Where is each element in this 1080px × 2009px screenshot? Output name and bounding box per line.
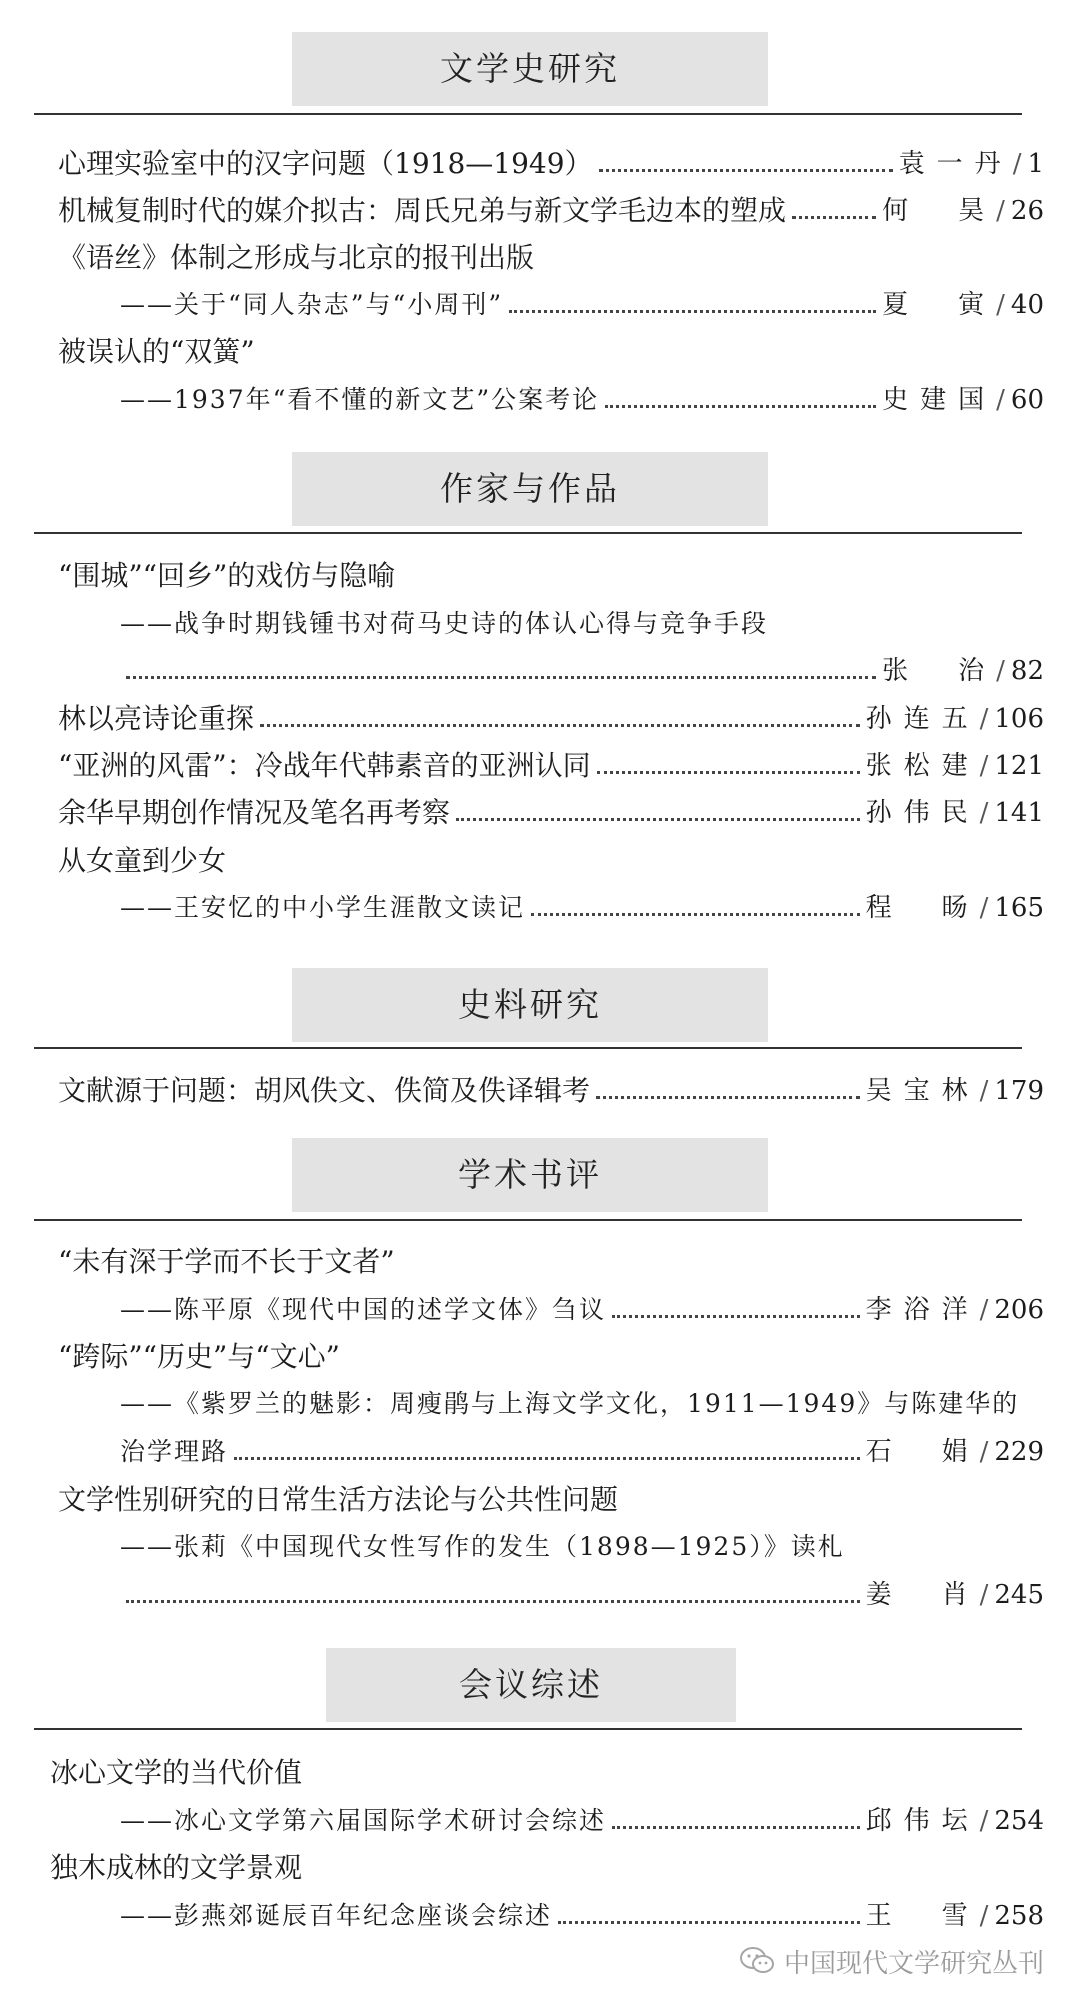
entry-author: 程 旸 [865, 893, 980, 923]
separator: / [979, 893, 989, 923]
entry-author: 姜 肖 [865, 1580, 980, 1610]
dot-leader [792, 215, 876, 219]
entry-page: 165 [994, 893, 1044, 923]
entry-page: 82 [1010, 656, 1044, 686]
separator: / [979, 1076, 989, 1106]
section-heading: 文学史研究 [292, 32, 768, 106]
entry-subtitle: ——战争时期钱锺书对荷马史诗的体认心得与竞争手段 [120, 609, 769, 638]
toc-entry[interactable] [58, 1575, 1044, 1615]
entry-subtitle: ——关于“同人杂志”与“小周刊” [120, 290, 504, 319]
entry-author: 孙伟民 [865, 798, 980, 828]
entry-title[interactable]: 被误认的“双簧” [58, 335, 255, 368]
toc-entry[interactable] [58, 699, 1044, 739]
entry-page: 26 [1010, 196, 1044, 226]
entry-title: 机械复制时代的媒介拟古：周氏兄弟与新文学毛边本的塑成 [58, 194, 787, 227]
toc-entry[interactable] [58, 746, 1044, 786]
separator: / [996, 656, 1005, 686]
entry-author: 王 雪 [865, 1901, 980, 1931]
toc-entry[interactable] [58, 285, 1044, 325]
separator: / [979, 798, 989, 828]
toc-entry[interactable] [58, 888, 1044, 928]
separator: / [979, 1806, 989, 1836]
entry-page: 245 [994, 1580, 1044, 1610]
section-rule [34, 1047, 1022, 1049]
entry-author: 张 治 [882, 656, 997, 686]
entry-title: 林以亮诗论重探 [58, 702, 255, 735]
toc-entry[interactable] [58, 1896, 1044, 1936]
entry-title[interactable]: 独木成林的文学景观 [50, 1851, 303, 1884]
entry-title: 余华早期创作情况及笔名再考察 [58, 796, 451, 829]
entry-page: 106 [994, 704, 1044, 734]
entry-author: 邱伟坛 [865, 1806, 980, 1836]
toc-entry[interactable] [58, 1071, 1044, 1111]
dot-leader [605, 404, 876, 408]
separator: / [996, 290, 1005, 320]
dot-leader [126, 1599, 860, 1603]
wechat-icon [740, 1946, 774, 1976]
entry-page: 40 [1010, 290, 1044, 320]
separator: / [979, 751, 989, 781]
dot-leader [456, 817, 860, 821]
section-rule [34, 113, 1022, 115]
dot-leader [509, 309, 876, 313]
entry-title[interactable]: 《语丝》体制之形成与北京的报刊出版 [58, 241, 535, 274]
toc-entry[interactable] [58, 144, 1044, 184]
separator: / [1012, 149, 1022, 179]
entry-author: 吴宝林 [865, 1076, 980, 1106]
entry-author: 何 昊 [882, 196, 997, 226]
dot-leader [126, 675, 876, 679]
entry-subtitle: ——陈平原《现代中国的述学文体》刍议 [120, 1295, 607, 1324]
toc-entry[interactable] [58, 191, 1044, 231]
separator: / [979, 1580, 989, 1610]
entry-title: “亚洲的风雷”：冷战年代韩素音的亚洲认同 [58, 749, 591, 782]
entry-page: 121 [994, 751, 1044, 781]
entry-title[interactable]: “跨际”“历史”与“文心” [58, 1340, 340, 1373]
dot-leader [558, 1920, 860, 1924]
separator: / [996, 196, 1005, 226]
entry-subtitle: ——张莉《中国现代女性写作的发生（1898—1925）》读札 [120, 1532, 845, 1561]
toc-entry[interactable] [58, 1801, 1044, 1841]
entry-page: 206 [994, 1295, 1044, 1325]
entry-title[interactable]: 从女童到少女 [58, 844, 227, 877]
entry-subtitle: ——1937年“看不懂的新文艺”公案考论 [120, 385, 600, 414]
entry-page: 1 [1027, 149, 1044, 179]
section-heading: 会议综述 [326, 1648, 736, 1722]
entry-title: 心理实验室中的汉字问题（1918—1949） [58, 147, 593, 180]
entry-author: 袁一丹 [898, 149, 1013, 179]
entry-subtitle: ——冰心文学第六届国际学术研讨会综述 [120, 1806, 607, 1835]
toc-entry[interactable] [58, 1290, 1044, 1330]
entry-subtitle: ——彭燕郊诞辰百年纪念座谈会综述 [120, 1901, 553, 1930]
entry-subtitle: ——王安忆的中小学生涯散文读记 [120, 893, 526, 922]
separator: / [979, 1437, 989, 1467]
entry-title[interactable]: “围城”“回乡”的戏仿与隐喻 [58, 559, 396, 592]
toc-entry[interactable] [58, 380, 1044, 420]
section-heading: 学术书评 [292, 1138, 768, 1212]
section-rule [34, 532, 1022, 534]
entry-author: 夏 寅 [882, 290, 997, 320]
entry-page: 254 [994, 1806, 1044, 1836]
separator: / [979, 704, 989, 734]
entry-page: 229 [994, 1437, 1044, 1467]
entry-title[interactable]: “未有深于学而不长于文者” [58, 1245, 395, 1278]
entry-author: 史建国 [882, 385, 997, 415]
entry-subtitle: ——《紫罗兰的魅影：周瘦鹃与上海文学文化，1911—1949》与陈建华的 [120, 1389, 1020, 1418]
entry-title[interactable]: 文学性别研究的日常生活方法论与公共性问题 [58, 1483, 619, 1516]
dot-leader [599, 168, 893, 172]
dot-leader [597, 770, 860, 774]
dot-leader [596, 1095, 860, 1099]
section-heading: 作家与作品 [292, 452, 768, 526]
entry-page: 60 [1010, 385, 1044, 415]
toc-entry[interactable] [58, 651, 1044, 691]
watermark-text: 中国现代文学研究丛刊 [783, 1948, 1044, 1979]
entry-page: 258 [994, 1901, 1044, 1931]
entry-title: 文献源于问题：胡风佚文、佚简及佚译辑考 [58, 1074, 591, 1107]
separator: / [979, 1901, 989, 1931]
separator: / [979, 1295, 989, 1325]
entry-author: 张松建 [865, 751, 980, 781]
dot-leader [612, 1314, 860, 1318]
dot-leader [531, 912, 860, 916]
section-heading: 史料研究 [292, 968, 768, 1042]
entry-title[interactable]: 冰心文学的当代价值 [50, 1756, 303, 1789]
toc-entry[interactable] [58, 793, 1044, 833]
entry-page: 179 [994, 1076, 1044, 1106]
entry-subtitle-cont: 治学理路 [120, 1437, 229, 1466]
dot-leader [234, 1456, 860, 1460]
separator: / [996, 385, 1005, 415]
dot-leader [260, 723, 860, 727]
section-rule [34, 1219, 1022, 1221]
section-rule [34, 1728, 1022, 1730]
entry-page: 141 [994, 798, 1044, 828]
entry-author: 李浴洋 [865, 1295, 980, 1325]
entry-author: 石 娟 [865, 1437, 980, 1467]
toc-entry[interactable] [58, 1432, 1044, 1472]
entry-author: 孙连五 [865, 704, 980, 734]
dot-leader [612, 1825, 860, 1829]
watermark [740, 1936, 1044, 1986]
